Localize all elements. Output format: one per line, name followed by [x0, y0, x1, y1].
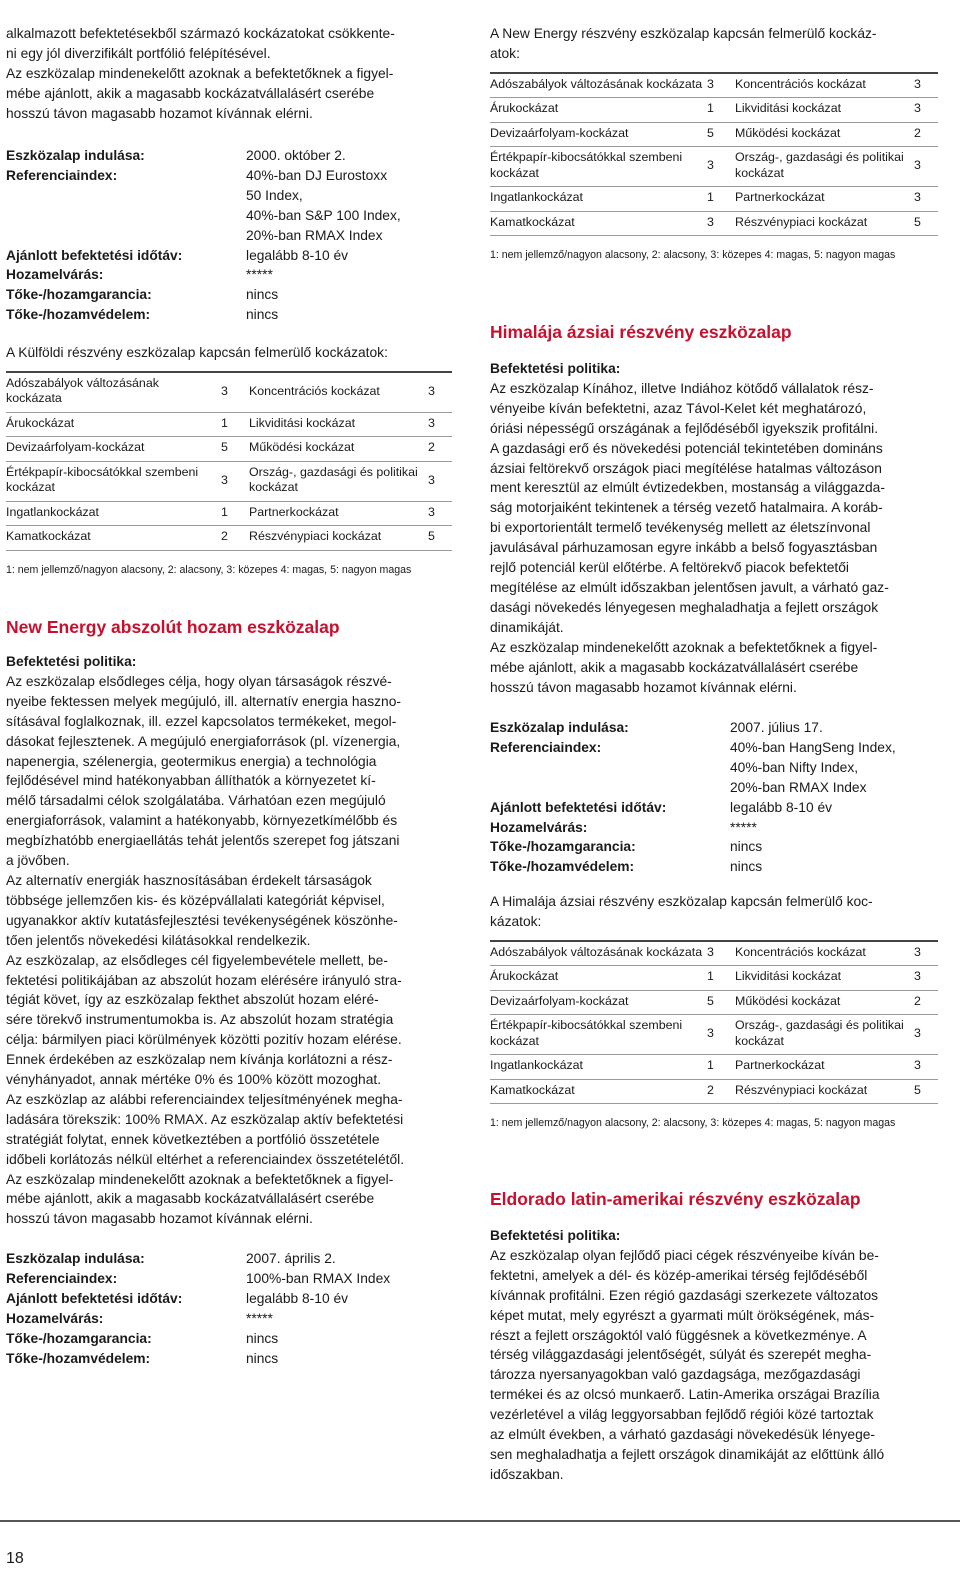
table-row: Ingatlankockázat 1 Partnerkockázat 3 — [490, 1055, 938, 1080]
text-line: Az eszközalap elsődleges célja, hogy olyan társaságok részvé- — [6, 673, 392, 689]
text-line: energiaforrások, valamint a hatékonyabb, környezetkímélőbb és — [6, 813, 398, 829]
guarantee-label: Tőke-/hozamgarancia: — [6, 1330, 152, 1346]
reference-index-label: Referenciaindex: — [6, 1270, 118, 1286]
text-line: időbeli korlátozás nélkül eltérhet a referenciaindex összetételétől. — [6, 1151, 405, 1167]
text-line: nyeibe fektessen melyek megújuló, ill. alternatív energia haszno- — [6, 693, 401, 709]
text-line: hosszú távon magasabb hozamot kívánnak elérni. — [6, 105, 313, 121]
text-line: célja: bármilyen piaci körülmények közötti pozitív hozam elérése. — [6, 1032, 402, 1048]
risk-table — [490, 940, 938, 1105]
table-row: Adószabályok változásának kockázata 3 Koncentrációs kockázat 3 — [490, 941, 938, 966]
section-heading: Eldorado latin-amerikai részvény eszközalap — [490, 1189, 861, 1209]
text-line: vényhányadot, annak mértéke 0% és 100% között mozoghat. — [6, 1072, 382, 1088]
yield-value: ***** — [246, 1310, 273, 1326]
text-line: Az eszközalap, az elsődleges cél figyelembevétele mellett, be- — [6, 952, 388, 968]
text-line: a jövőben. — [6, 853, 70, 869]
policy-label: Befektetési politika: — [6, 654, 137, 669]
text-line: dinamikáját. — [490, 619, 564, 635]
start-value: 2007. április 2. — [246, 1251, 336, 1266]
table-row: Devizaárfolyam-kockázat 5 Működési kockázat 2 — [490, 122, 938, 147]
text-line: Az eszközalap mindenekelőtt azoknak a befektetőknek a figyel- — [6, 1171, 394, 1187]
text-line: mébe ajánlott, akik a magasabb kockázatvállalásért cserébe — [490, 659, 859, 675]
text-line: hosszú távon magasabb hozamot kívánnak elérni. — [490, 679, 797, 695]
risk-scale-note: 1: nem jellemző/nagyon alacsony, 2: alacsony, 3: közepes 4: magas, 5: nagyon magas — [490, 1117, 896, 1130]
reference-index-label: Referenciaindex: — [6, 167, 118, 183]
risk-title: A Himalája ázsiai részvény eszközalap kapcsán felmerülő koc- kázatok: — [490, 894, 873, 929]
text-line: stratégiát folytat, ennek következtében a portfólió összetétele — [6, 1131, 380, 1147]
text-line: ugyanakkor aktív kutatásfejlesztési tevékenységének köszönhe- — [6, 912, 398, 928]
yield-label: Hozamelvárás: — [490, 819, 588, 835]
guarantee-value: nincs — [730, 839, 763, 855]
fund-info-new-energy — [6, 1249, 458, 1368]
text-line: mébe ajánlott, akik a magasabb kockázatvállalásért cserébe — [6, 1191, 375, 1207]
text-line: javulásával párhuzamosan egyre inkább a belső fogyasztásban — [490, 540, 878, 556]
text-line: napenergia, szélenergia, geotermikus energia) a technológia — [6, 753, 377, 769]
table-row: Devizaárfolyam-kockázat 5 Működési kockázat 2 — [490, 990, 938, 1015]
text-line: többsége jellemzően kis- és középvállalati kategóriát képvisel, — [6, 892, 385, 908]
text-line: térség világgazdasági jelentőségét, súlyát és szerepét megha- — [490, 1347, 872, 1363]
policy-paragraph — [490, 379, 938, 698]
text-line: vényeibe kíván befektetni, azaz Távol-Kelet két meghatározó, — [490, 400, 867, 416]
table-row: Adószabályok változásának kockázata 3 Koncentrációs kockázat 3 — [6, 372, 452, 413]
protection-value: nincs — [246, 307, 279, 323]
risk-title: A Külföldi részvény eszközalap kapcsán felmerülő kockázatok: — [6, 345, 388, 360]
text-line: mélő társadalmi célok szolgálatába. Várhatóan ezen megújuló — [6, 793, 386, 809]
text-line: ság motorjaiként tekintenek a térség vezető hatalmaira. A koráb- — [490, 500, 883, 516]
text-line: az elmúlt években, a várható gazdasági növekedésük lényege- — [490, 1427, 876, 1443]
section-new-energy — [6, 616, 458, 1229]
reference-index-value: 40%-ban DJ Eurostoxx 50 Index, 40%-ban S&P 100 Index, 20%-ban RMAX Index — [246, 167, 401, 243]
yield-label: Hozamelvárás: — [6, 1310, 104, 1326]
text-line: ázsiai feltörekvő országok piaci megítélése hatalmas változáson — [490, 460, 882, 476]
start-value: 2007. július 17. — [730, 720, 823, 735]
text-line: Ennek érdekében az eszközalap nem kívánja korlátozni a rész- — [6, 1052, 393, 1068]
table-row: Kamatkockázat 2 Részvénypiaci kockázat 5 — [490, 1079, 938, 1104]
text-line: mébe ajánlott, akik a magasabb kockázatvállalásért cserébe — [6, 85, 375, 101]
horizon-value: legalább 8-10 év — [246, 247, 349, 263]
start-label: Eszközalap indulása: — [6, 1251, 145, 1266]
start-label: Eszközalap indulása: — [490, 720, 629, 735]
protection-value: nincs — [730, 859, 763, 875]
text-line: ment keresztül az elmúlt évtizedekben, mostanság a világgazda- — [490, 480, 885, 496]
horizon-label: Ajánlott befektetési időtáv: — [6, 1290, 183, 1306]
text-line: hosszú távon magasabb hozamot kívánnak elérni. — [6, 1211, 313, 1227]
text-line: A gazdasági erő és növekedési potenciál tekintetében domináns — [490, 440, 883, 456]
protection-label: Tőke-/hozamvédelem: — [6, 307, 151, 323]
risk-table — [6, 371, 452, 551]
policy-paragraph — [6, 672, 458, 1229]
text-line: Az eszközlap az alábbi referenciaindex teljesítményének megha- — [6, 1091, 403, 1107]
section-eldorado — [490, 1188, 938, 1485]
text-line: Az eszközalap Kínához, illetve Indiához kötődő vállalatok rész- — [490, 380, 874, 396]
risk-section-external — [6, 343, 452, 577]
policy-label: Befektetési politika: — [490, 1228, 621, 1243]
guarantee-label: Tőke-/hozamgarancia: — [6, 287, 152, 303]
text-line: alkalmazott befektetésekből származó kockázatokat csökkente- — [6, 26, 395, 41]
yield-label: Hozamelvárás: — [6, 267, 104, 283]
table-row: Értékpapír-kibocsátókkal szembeni kockázat 3 Ország-, gazdasági és politikai kockázat 3 — [490, 147, 938, 187]
fund-info-external-equity — [6, 146, 458, 325]
risk-section-new-energy — [490, 24, 938, 262]
protection-label: Tőke-/hozamvédelem: — [490, 859, 635, 875]
protection-label: Tőke-/hozamvédelem: — [6, 1350, 151, 1366]
guarantee-label: Tőke-/hozamgarancia: — [490, 839, 636, 855]
text-line: megbízhatóbb energiaellátás tehát jelentős szerepet fog játszani — [6, 833, 400, 849]
risk-table — [490, 72, 938, 237]
reference-index-value: 40%-ban HangSeng Index, 40%-ban Nifty Index, 20%-ban RMAX Index — [730, 739, 896, 795]
section-heading: New Energy abszolút hozam eszközalap — [6, 617, 340, 637]
table-row: Adószabályok változásának kockázata 3 Koncentrációs kockázat 3 — [490, 73, 938, 98]
text-line: Az eszközalap mindenekelőtt azoknak a befektetőknek a figyel- — [6, 65, 394, 81]
text-line: tően jelentős növekedési kilátásokkal rendelkezik. — [6, 932, 311, 948]
text-line: fejlődésével mind hatékonyabban állíthatók a környezetet kí- — [6, 773, 376, 789]
text-line: sen meghaladhatja a fejlett országok dinamikáját az előttünk álló — [490, 1446, 885, 1462]
table-row: Árukockázat 1 Likviditási kockázat 3 — [490, 98, 938, 123]
table-row: Kamatkockázat 2 Részvénypiaci kockázat 5 — [6, 526, 452, 551]
text-line: megítélése az elmúlt időszakban jelentősen javult, a várható gaz- — [490, 579, 889, 595]
risk-title: A New Energy részvény eszközalap kapcsán felmerülő kockáz- atok: — [490, 26, 877, 61]
text-line: óriási népességű országának a fejlődéséből igyekszik profitálni. — [490, 420, 879, 436]
text-line: termékei és az olcsó munkaerő. Latin-Amerika országai Brazília — [490, 1387, 880, 1403]
horizon-label: Ajánlott befektetési időtáv: — [490, 799, 667, 815]
text-line: időszakban. — [490, 1466, 564, 1482]
text-line: bi exportorientált termelő tevékenység mellett az életszínvonal — [490, 520, 871, 536]
risk-section-himalaya — [490, 892, 938, 1130]
text-line: sításával foglalkoznak, ill. ezzel kapcsolatos termékeket, megol- — [6, 713, 397, 729]
policy-label: Befektetési politika: — [490, 361, 621, 376]
horizon-label: Ajánlott befektetési időtáv: — [6, 247, 183, 263]
text-line: képet mutat, mely egyrészt a gyarmati múlt örökségének, más- — [490, 1307, 875, 1323]
text-line: dasági növekedés lényegesen meghaladhatja a fejlett országok — [490, 599, 879, 615]
start-value: 2000. október 2. — [246, 148, 346, 163]
guarantee-value: nincs — [246, 1330, 279, 1346]
table-row: Ingatlankockázat 1 Partnerkockázat 3 — [490, 187, 938, 212]
text-line: kívánnak profitálni. Ezen régió gazdasági szerkezete változatos — [490, 1287, 879, 1303]
risk-scale-note: 1: nem jellemző/nagyon alacsony, 2: alacsony, 3: közepes 4: magas, 5: nagyon magas — [6, 563, 412, 576]
reference-index-value: 100%-ban RMAX Index — [246, 1270, 391, 1286]
text-line: tégiát követ, így az eszközalap fekthet abszolút hozam eléré- — [6, 992, 379, 1008]
text-line: vezérletével a világ leggyorsabban fejlődő régiói közé tartoztak — [490, 1407, 874, 1423]
fund-info-himalaya — [490, 718, 938, 877]
page-number: 18 — [6, 1550, 24, 1567]
yield-value: ***** — [730, 819, 757, 835]
start-label: Eszközalap indulása: — [6, 148, 145, 163]
text-line: tározza nyersanyagokban való gazdagsága, mezőgazdasági — [490, 1367, 861, 1383]
policy-paragraph — [490, 1246, 938, 1485]
table-row: Árukockázat 1 Likviditási kockázat 3 — [490, 966, 938, 991]
text-line: fektetési politikájában az abszolút hozam elérésére irányuló stra- — [6, 972, 402, 988]
text-line: rejlő potenciál kerül előtérbe. A feltörekvő piacok befektetői — [490, 560, 849, 576]
table-row: Devizaárfolyam-kockázat 5 Működési kockázat 2 — [6, 437, 452, 462]
footer-divider — [0, 1520, 960, 1522]
text-line: Az eszközalap olyan fejlődő piaci cégek részvényeibe kíván be- — [490, 1247, 879, 1263]
risk-scale-note: 1: nem jellemző/nagyon alacsony, 2: alacsony, 3: közepes 4: magas, 5: nagyon magas — [490, 249, 896, 262]
text-line: Az eszközalap mindenekelőtt azoknak a befektetőknek a figyel- — [490, 639, 878, 655]
text-line: Az alternatív energiák hasznosításában érdekelt társaságok — [6, 872, 372, 888]
text-line: fektetni, amelyek a dél- és közép-amerikai térség fejlődéséből — [490, 1267, 868, 1283]
table-row: Értékpapír-kibocsátókkal szembeni kockázat 3 Ország-, gazdasági és politikai kockázat 3 — [6, 461, 452, 501]
text-line: ni egy jól diverzifikált portfólió felépítésével. — [6, 45, 271, 61]
table-row: Árukockázat 1 Likviditási kockázat 3 — [6, 412, 452, 437]
text-line: dásokat fejlesztenek. A megújuló energiaforrások (pl. vízenergia, — [6, 733, 401, 749]
horizon-value: legalább 8-10 év — [246, 1290, 349, 1306]
table-row: Értékpapír-kibocsátókkal szembeni kockázat 3 Ország-, gazdasági és politikai kockázat 3 — [490, 1015, 938, 1055]
table-row: Ingatlankockázat 1 Partnerkockázat 3 — [6, 501, 452, 526]
section-heading: Himalája ázsiai részvény eszközalap — [490, 322, 792, 342]
protection-value: nincs — [246, 1350, 279, 1366]
section-himalaya — [490, 321, 938, 697]
intro-paragraph — [6, 24, 458, 124]
table-row: Kamatkockázat 3 Részvénypiaci kockázat 5 — [490, 211, 938, 236]
text-line: ladására törekszik: 100% RMAX. Az eszközalap aktív befektetési — [6, 1111, 404, 1127]
guarantee-value: nincs — [246, 287, 279, 303]
horizon-value: legalább 8-10 év — [730, 799, 833, 815]
text-line: részt a fejlett országoktól való függésnek a következménye. A — [490, 1327, 867, 1343]
reference-index-label: Referenciaindex: — [490, 739, 602, 755]
text-line: sére törekvő instrumentumokba is. Az abszolút hozam stratégia — [6, 1012, 394, 1028]
yield-value: ***** — [246, 267, 273, 283]
